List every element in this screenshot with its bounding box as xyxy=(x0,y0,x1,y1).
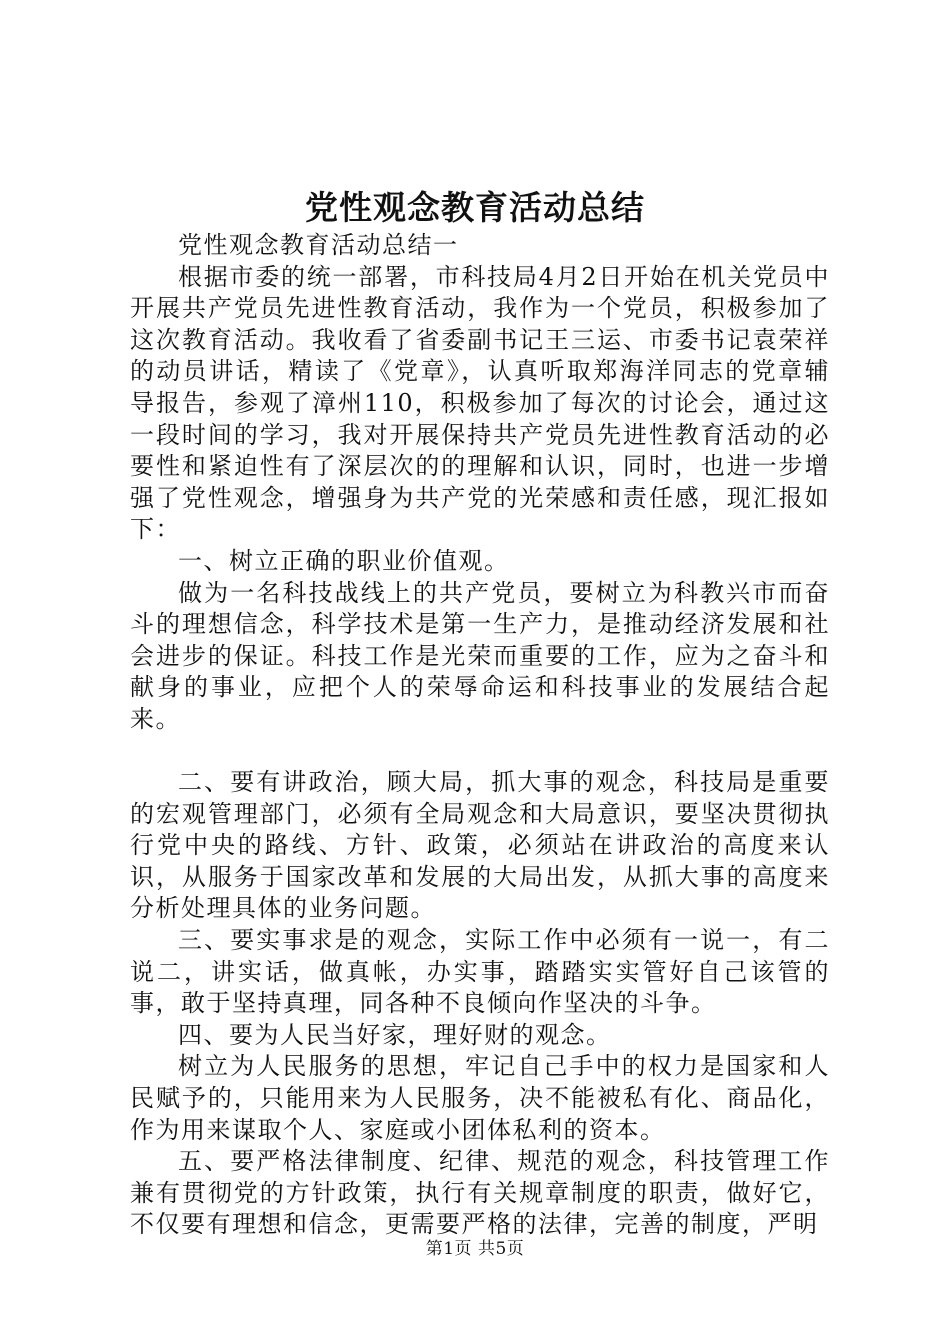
section-heading-1: 一、树立正确的职业价值观。 xyxy=(178,546,510,575)
paragraph: 根据市委的统一部署，市科技局4月2日开始在机关党员中开展共产党员先进性教育活动，我作为一个党员，积极参加了这次教育活动。我收看了省委副书记王三运、市委书记袁荣祥的动员讲话，精读了《党章》，认真听取郑海洋同志的党章辅导报告，参观了漳州110，积极参加了每次的讨论会，通过这一段时间的学习，我对开展保持共产党员先进性教育活动的必要性和紧迫性有了深层次的的理解和认识，同时，也进一步增强了党性观念，增强身为共产党的光荣感和责任感，现汇报如下： xyxy=(130,262,830,544)
section-heading-4: 四、要为人民当好家，理好财的观念。 xyxy=(178,1020,612,1049)
blank-line xyxy=(130,736,830,768)
paragraph: 树立为人民服务的思想，牢记自己手中的权力是国家和人民赋予的，只能用来为人民服务，决不能被私有化、商品化，作为用来谋取个人、家庭或小团体私利的资本。 xyxy=(130,1052,830,1144)
document-title: 党性观念教育活动总结 xyxy=(305,188,645,227)
document-body xyxy=(130,230,830,1241)
paragraph-subtitle: 党性观念教育活动总结一 xyxy=(178,231,459,259)
paragraph-section-5: 五、要严格法律制度、纪律、规范的观念，科技管理工作兼有贯彻党的方针政策，执行有关规章制度的职责，做好它，不仅要有理想和信念，更需要严格的法律，完善的制度，严明 xyxy=(130,1147,830,1239)
paragraph: 做为一名科技战线上的共产党员，要树立为科教兴市而奋斗的理想信念，科学技术是第一生产力，是推动经济发展和社会进步的保证。科技工作是光荣而重要的工作，应为之奋斗和献身的事业，应把个人的荣辱命运和科技事业的发展结合起来。 xyxy=(130,578,830,733)
paragraph-section-3: 三、要实事求是的观念，实际工作中必须有一说一，有二说二，讲实话，做真帐，办实事，踏踏实实管好自己该管的事，敢于坚持真理，同各种不良倾向作坚决的斗争。 xyxy=(130,926,830,1018)
paragraph-section-2: 二、要有讲政治，顾大局，抓大事的观念，科技局是重要的宏观管理部门，必须有全局观念和大局意识，要坚决贯彻执行党中央的路线、方针、政策，必须站在讲政治的高度来认识，从服务于国家改革和发展的大局出发，从抓大事的高度来分析处理具体的业务问题。 xyxy=(130,768,830,923)
page-footer: 第1页 共5页 xyxy=(425,1239,525,1259)
